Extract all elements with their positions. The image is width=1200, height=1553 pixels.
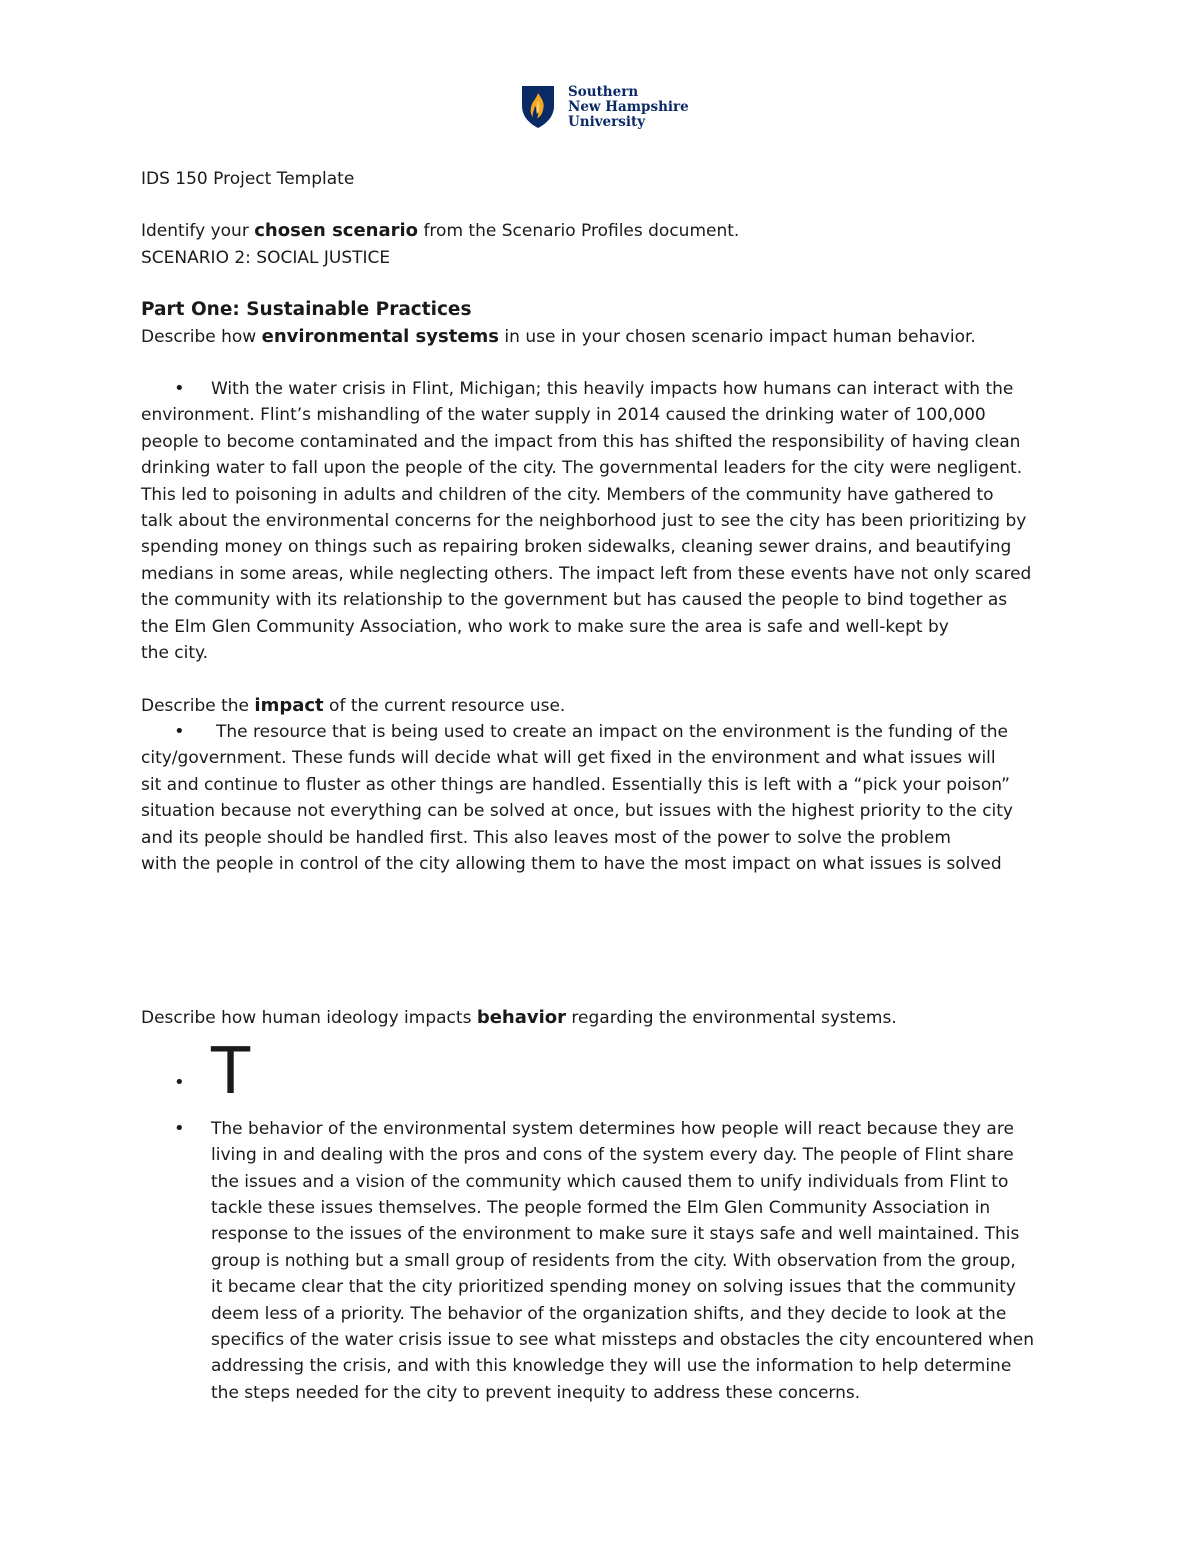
text-line: This led to poisoning in adults and children of the city. Members of the community have gathered to bbox=[141, 484, 994, 505]
university-logo bbox=[520, 84, 689, 130]
text-line: and its people should be handled first. This also leaves most of the power to solve the problem bbox=[141, 827, 951, 848]
part-heading: Part One: Sustainable Practices bbox=[141, 299, 472, 321]
question-2-emphasis: impact bbox=[254, 694, 324, 716]
stray-letter: T bbox=[211, 1034, 251, 1109]
text-line: specifics of the water crisis issue to see what missteps and obstacles the city encountered when bbox=[211, 1330, 1035, 1350]
logo-wordmark bbox=[568, 85, 689, 130]
text-line: situation because not everything can be solved at once, but issues with the highest priority to the city bbox=[141, 801, 1013, 822]
logo-line-3: University bbox=[568, 113, 646, 130]
answer-3-stray bbox=[141, 1034, 1061, 1109]
text-line: medians in some areas, while neglecting others. The impact left from these events have not only scared bbox=[141, 563, 1032, 584]
text-line: addressing the crisis, and with this knowledge they will use the information to help determine bbox=[211, 1356, 1012, 1377]
text-line: spending money on things such as repairing broken sidewalks, cleaning sewer drains, and beautifying bbox=[141, 537, 1012, 558]
shield-flame-icon bbox=[520, 84, 556, 130]
bullet-3: • bbox=[174, 1071, 185, 1093]
text-line: it became clear that the city prioritized spending money on solving issues that the community bbox=[211, 1277, 1016, 1298]
bullet-2: • bbox=[174, 720, 185, 742]
answer-1-text bbox=[141, 376, 1061, 666]
text-line: the city. bbox=[141, 643, 209, 664]
answer-3 bbox=[141, 1116, 1061, 1406]
text-line: deem less of a priority. The behavior of the organization shifts, and they decide to look at the bbox=[211, 1303, 1007, 1324]
question-2: Describe the impact of the current resource use. bbox=[141, 694, 566, 716]
text-line: The resource that is being used to create an impact on the environment is the funding of the bbox=[216, 721, 1008, 742]
document-body bbox=[141, 166, 1061, 1406]
text-line: tackle these issues themselves. The people formed the Elm Glen Community Association in bbox=[211, 1197, 991, 1218]
text-line: the community with its relationship to the government but has caused the people to bind together as bbox=[141, 590, 1008, 611]
scenario-prompt-emphasis: chosen scenario bbox=[254, 220, 419, 242]
bullet-1: • bbox=[174, 378, 185, 400]
text-line: the issues and a vision of the community which caused them to unify individuals from Flint to bbox=[211, 1171, 1009, 1192]
question-1-emphasis: environmental systems bbox=[261, 325, 500, 347]
text-line: living in and dealing with the pros and cons of the system every day. The people of Flint share bbox=[211, 1145, 1014, 1166]
text-line: drinking water to fall upon the people of the city. The governmental leaders for the city were negligent. bbox=[141, 458, 1023, 479]
text-line: With the water crisis in Flint, Michigan; this heavily impacts how humans can interact with the bbox=[211, 379, 1014, 400]
logo-line-2: New Hampshire bbox=[568, 98, 689, 115]
text-line: people to become contaminated and the impact from this has shifted the responsibility of having clean bbox=[141, 431, 1021, 452]
question-3: Describe how human ideology impacts behavior regarding the environmental systems. bbox=[141, 1007, 897, 1029]
text-line: response to the issues of the environment to make sure it stays safe and well maintained. This bbox=[211, 1224, 1020, 1245]
document-title: IDS 150 Project Template bbox=[141, 169, 355, 189]
text-line: sit and continue to fluster as other things are handled. Essentially this is left with a “pick your poison” bbox=[141, 774, 1010, 795]
answer-2-text bbox=[141, 719, 1061, 877]
text-line: The behavior of the environmental system determines how people will react because they are bbox=[211, 1118, 1014, 1139]
bullet-4: • bbox=[174, 1117, 185, 1139]
answer-3-text bbox=[141, 1116, 1061, 1406]
text-line: city/government. These funds will decide what will get fixed in the environment and what issues will bbox=[141, 748, 996, 769]
text-line: environment. Flint’s mishandling of the water supply in 2014 caused the drinking water of 100,000 bbox=[141, 405, 986, 426]
answer-1 bbox=[141, 376, 1061, 666]
text-line: talk about the environmental concerns for the neighborhood just to see the city has been prioritizing by bbox=[141, 511, 1027, 532]
question-1: Describe how environmental systems in use in your chosen scenario impact human behavior. bbox=[141, 325, 976, 347]
scenario-answer: SCENARIO 2: SOCIAL JUSTICE bbox=[141, 247, 391, 268]
scenario-prompt: Identify your chosen scenario from the Scenario Profiles document. bbox=[141, 220, 740, 242]
logo-line-1: Southern bbox=[568, 83, 639, 100]
question-3-emphasis: behavior bbox=[476, 1007, 567, 1029]
text-line: group is nothing but a small group of residents from the city. With observation from the group, bbox=[211, 1250, 1016, 1271]
text-line: the Elm Glen Community Association, who work to make sure the area is safe and well-kept by bbox=[141, 616, 949, 637]
text-line: with the people in control of the city allowing them to have the most impact on what issues is solved bbox=[141, 853, 1002, 874]
text-line: the steps needed for the city to prevent inequity to address these concerns. bbox=[211, 1382, 861, 1403]
answer-2 bbox=[141, 719, 1061, 877]
